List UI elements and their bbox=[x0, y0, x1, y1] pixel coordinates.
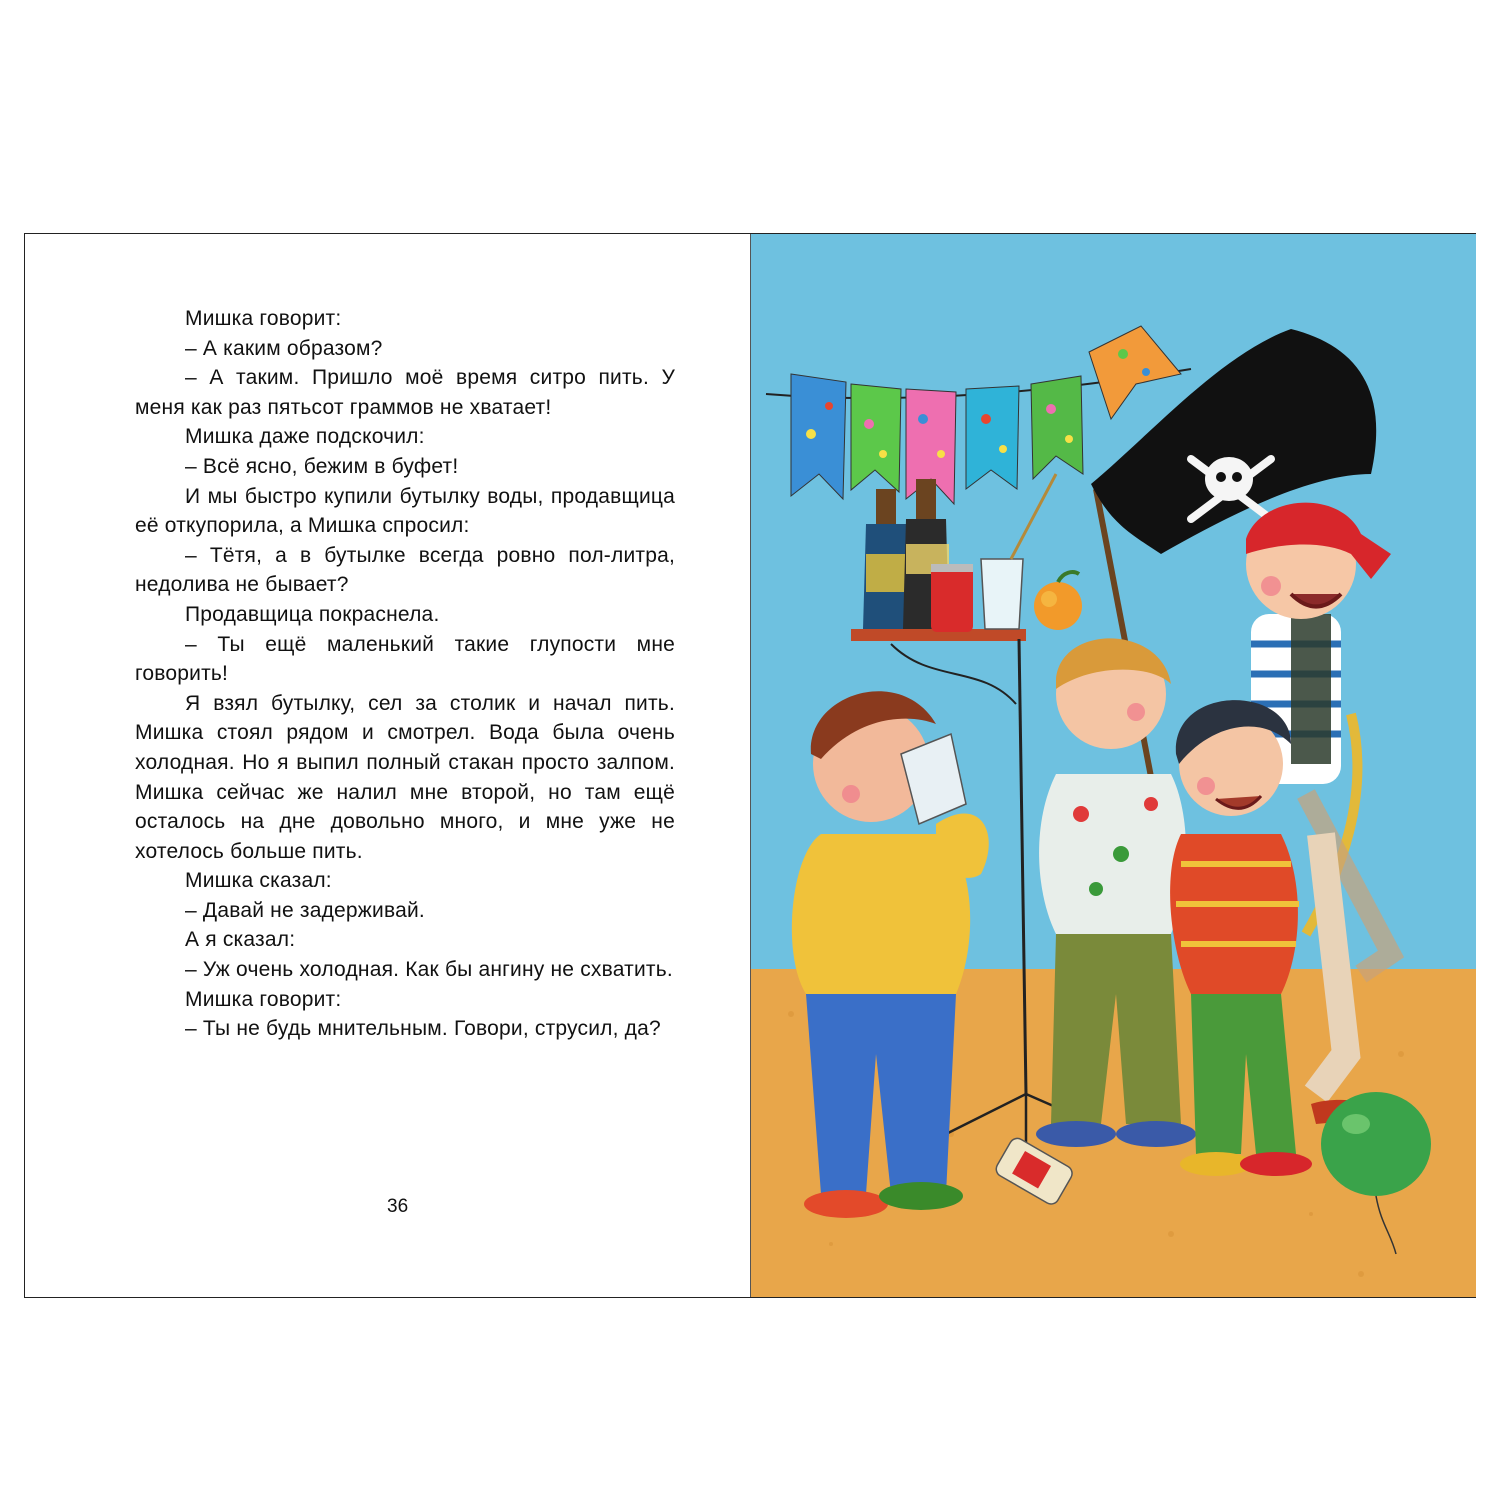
paragraph: Мишка говорит: bbox=[185, 987, 342, 1011]
paragraph: Мишка даже подскочил: bbox=[185, 425, 425, 449]
right-page-illustration bbox=[750, 234, 1476, 1297]
paragraph: Продавщица покраснела. bbox=[185, 602, 440, 626]
paragraph: – Уж очень холодная. Как бы ангину не схватить. bbox=[185, 958, 673, 982]
paragraph: – Всё ясно, бежим в буфет! bbox=[185, 454, 459, 478]
can-icon bbox=[931, 564, 973, 632]
paragraph: Мишка говорит: bbox=[185, 307, 342, 330]
paragraph: А я сказал: bbox=[185, 928, 296, 952]
party-illustration bbox=[751, 234, 1476, 1297]
page-number: 36 bbox=[387, 1196, 409, 1217]
book-spread bbox=[24, 233, 1476, 1298]
paragraph: И мы быстро купили бутылку воды, продавщица её откупорила, а Мишка спросил: bbox=[135, 484, 675, 538]
left-page bbox=[25, 234, 750, 1297]
paragraph: Мишка сказал: bbox=[185, 869, 332, 893]
paragraph: – Тётя, а в бутылке всегда ровно пол-литра, недолива не бывает? bbox=[135, 543, 675, 597]
paragraph: – А каким образом? bbox=[185, 336, 383, 360]
paragraph: Я взял бутылку, сел за столик и начал пить. Мишка стоял рядом и смотрел. Вода была очень холодная. Но я выпил полный стакан просто залпом. Мишка сейчас же налил мне второй, но там ещё осталось на дне довольно много, и мне уже не хотелось больше пить. bbox=[135, 691, 675, 863]
paragraph: – Ты ещё маленький такие глупости мне говорить! bbox=[135, 632, 675, 686]
paragraph: – А таким. Пришло моё время ситро пить. У меня как раз пятьсот граммов не хватает! bbox=[135, 366, 675, 419]
story-text bbox=[135, 304, 675, 1044]
paragraph: – Давай не задерживай. bbox=[185, 898, 425, 922]
paragraph: – Ты не будь мнительным. Говори, струсил, да? bbox=[185, 1017, 661, 1041]
